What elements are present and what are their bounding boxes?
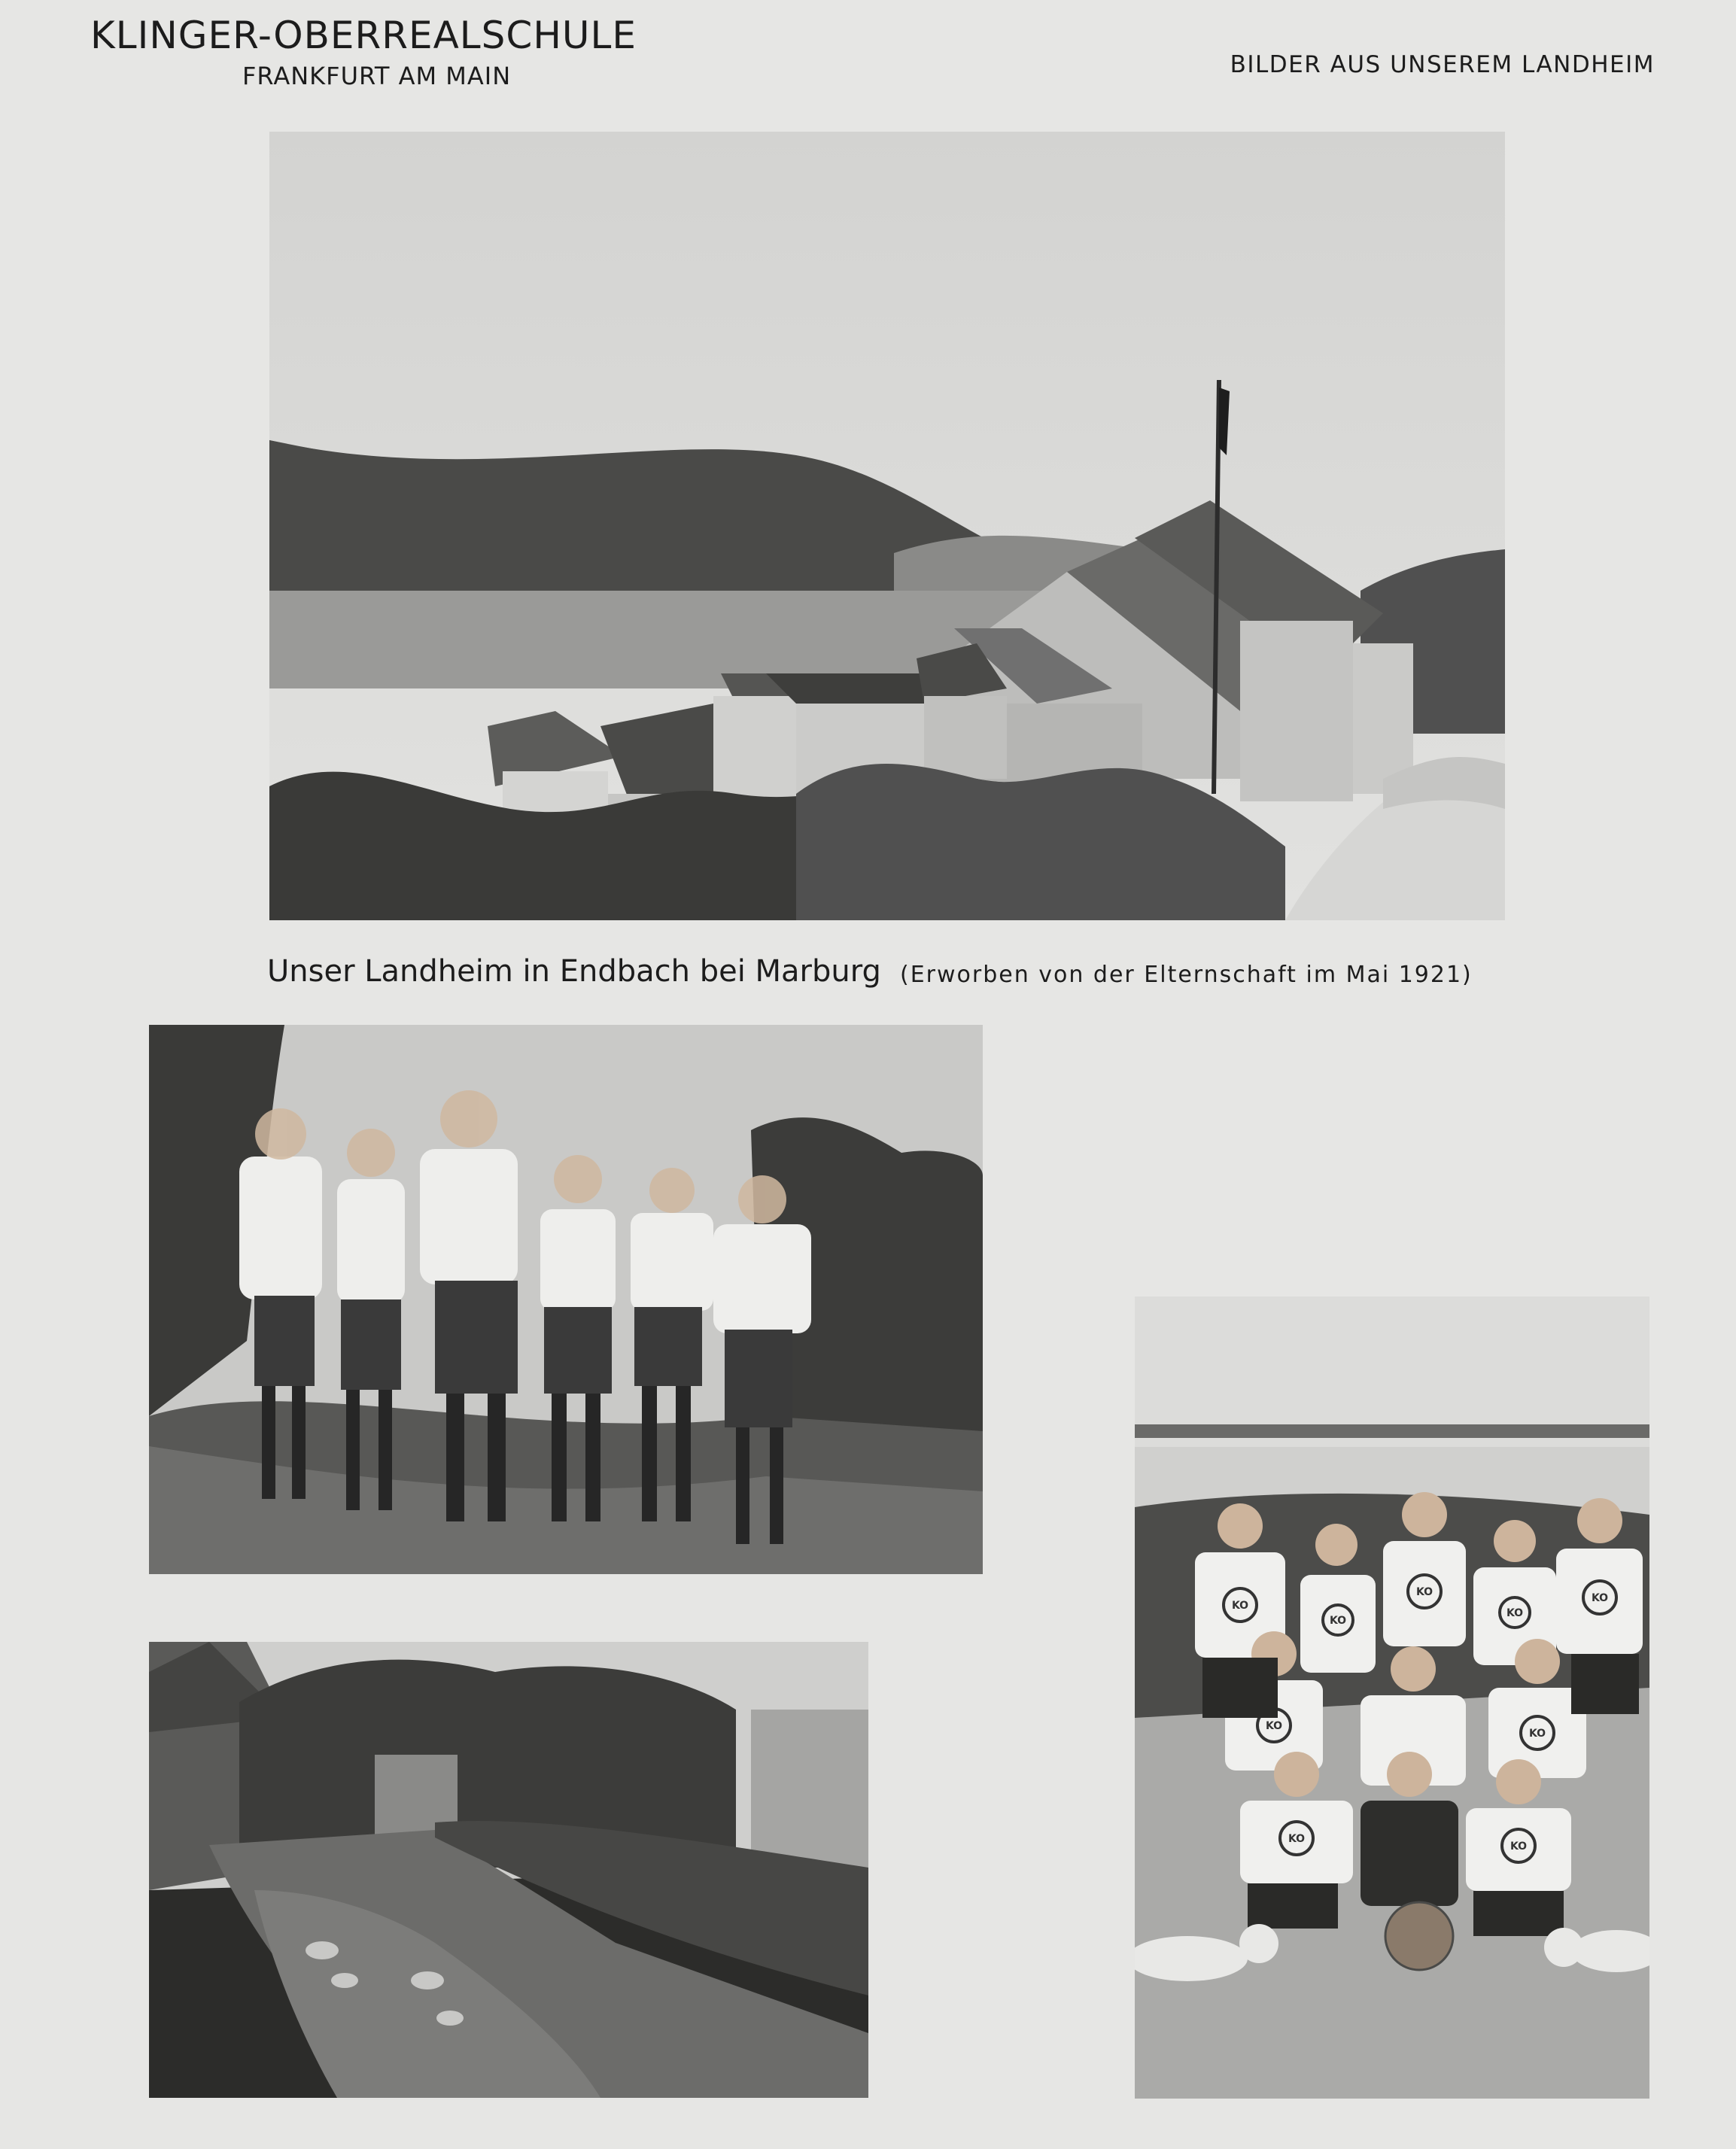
shirt-monogram: KO	[1288, 1833, 1306, 1845]
shirt-monogram: KO	[1265, 1720, 1283, 1732]
shirt-monogram: KO	[1509, 1840, 1528, 1853]
shirt-monogram: KO	[1329, 1615, 1347, 1627]
landheim-building-photo	[269, 132, 1505, 920]
shirt-monogram: KO	[1528, 1728, 1546, 1740]
shirt-monogram: KO	[1231, 1600, 1249, 1612]
shirt-monogram: KO	[1415, 1586, 1433, 1598]
sports-team-photo	[1135, 1296, 1649, 2099]
page-heading: BILDER AUS UNSEREM LANDHEIM	[1230, 51, 1655, 78]
stream-bathing-photo	[149, 1642, 868, 2098]
school-city: FRANKFURT AM MAIN	[242, 62, 512, 90]
shirt-monogram: KO	[1506, 1607, 1524, 1619]
school-name: KLINGER-OBERREALSCHULE	[90, 14, 637, 57]
group-photo-boys	[149, 1025, 983, 1574]
photo-caption-note: (Erworben von der Elternschaft im Mai 1921)	[900, 962, 1473, 988]
shirt-monogram: KO	[1591, 1592, 1609, 1604]
photo-caption: Unser Landheim in Endbach bei Marburg	[267, 954, 881, 989]
